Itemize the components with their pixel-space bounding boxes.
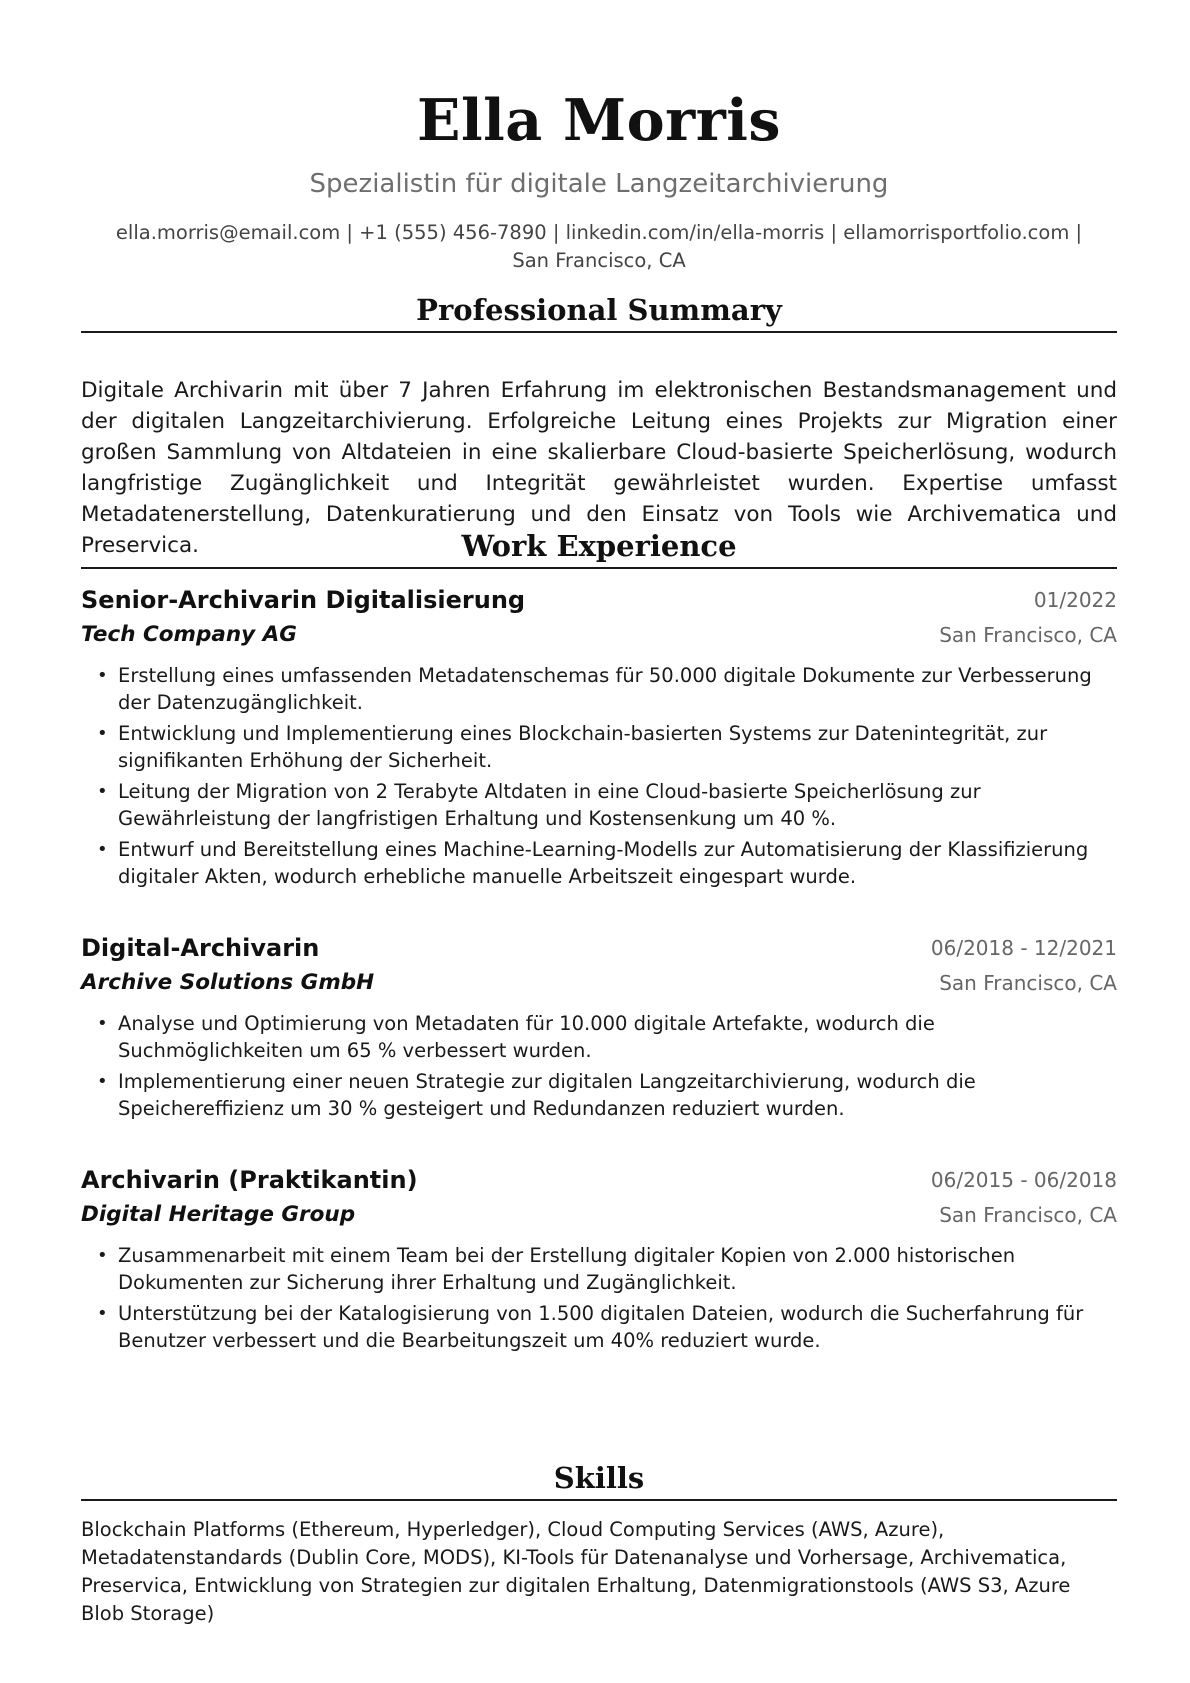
- job-date: 06/2015 - 06/2018: [930, 1168, 1117, 1192]
- job-title: Senior-Archivarin Digitalisierung: [81, 586, 526, 614]
- job-location: San Francisco, CA: [939, 971, 1117, 995]
- job-date: 06/2018 - 12/2021: [930, 936, 1117, 960]
- summary-divider: [81, 331, 1117, 333]
- job-bullet: • Unterstützung bei der Katalogisierung von 1.500 digitalen Dateien, wodurch die Sucherfahrung für Benutzer verbessert und die Bearbeitungszeit um 40% reduziert wurde.: [81, 1300, 1117, 1354]
- job-bullets: [81, 662, 1117, 894]
- experience-divider: [81, 567, 1117, 569]
- contact-line: ella.morris@email.com | +1 (555) 456-7890 | linkedin.com/in/ella-morris | ellamorrisportfolio.com | San Francisco, CA: [115, 221, 1083, 272]
- skills-heading: Skills: [553, 1461, 645, 1495]
- job-bullet: • Zusammenarbeit mit einem Team bei der Erstellung digitaler Kopien von 2.000 historischen Dokumenten zur Sicherung ihrer Erhaltung und Zugänglichkeit.: [81, 1242, 1117, 1296]
- skills-text: Blockchain Platforms (Ethereum, Hyperledger), Cloud Computing Services (AWS, Azure), Metadatenstandards (Dublin Core, MODS), KI-Tools für Datenanalyse und Vorhersage, Archivematica, Preservica, Entwicklung von Strategien zur digitalen Erhaltung, Datenmigrationstools (AWS S3, Azure Blob Storage): [81, 1518, 1071, 1625]
- job-bullet: • Implementierung einer neuen Strategie zur digitalen Langzeitarchivierung, wodurch die Speichereffizienz um 30 % gesteigert und Redundanzen reduziert wurden.: [81, 1068, 1117, 1122]
- experience-heading: Work Experience: [461, 529, 737, 563]
- job-bullet: • Entwicklung und Implementierung eines Blockchain-basierten Systems zur Datenintegrität, zur signifikanten Erhöhung der Sicherheit.: [81, 720, 1117, 774]
- candidate-subtitle: Spezialistin für digitale Langzeitarchivierung: [309, 169, 889, 199]
- job-title: Digital-Archivarin: [81, 934, 320, 962]
- job-bullets: [81, 1010, 1117, 1126]
- job-company: Digital Heritage Group: [81, 1202, 356, 1227]
- job-title: Archivarin (Praktikantin): [81, 1166, 418, 1194]
- summary-text: Digitale Archivarin mit über 7 Jahren Erfahrung im elektronischen Bestandsmanagement und der digitalen Langzeitarchivierung. Erfolgreiche Leitung eines Projekts zur Migration einer großen Sammlung von Altdateien in eine skalierbare Cloud-basierte Speicherlösung, wodurch langfristige Zugänglichkeit und Integrität gewährleistet wurden. Expertise umfasst Metadatenerstellung, Datenkuratierung und den Einsatz von Tools wie Archivematica und Preservica.: [81, 378, 1117, 558]
- job-location: San Francisco, CA: [939, 623, 1117, 647]
- job-location: San Francisco, CA: [939, 1203, 1117, 1227]
- job-date: 01/2022: [1033, 588, 1117, 612]
- job-company: Archive Solutions GmbH: [81, 970, 375, 995]
- job-bullet: • Erstellung eines umfassenden Metadatenschemas für 50.000 digitale Dokumente zur Verbesserung der Datenzugänglichkeit.: [81, 662, 1117, 716]
- summary-heading: Professional Summary: [416, 293, 782, 327]
- candidate-name: Ella Morris: [417, 87, 781, 154]
- job-bullet: • Analyse und Optimierung von Metadaten für 10.000 digitale Artefakte, wodurch die Suchmöglichkeiten um 65 % verbessert wurden.: [81, 1010, 1117, 1064]
- job-bullet: • Entwurf und Bereitstellung eines Machine-Learning-Modells zur Automatisierung der Klassifizierung digitaler Akten, wodurch erhebliche manuelle Arbeitszeit eingespart wurde.: [81, 836, 1117, 890]
- job-bullets: [81, 1242, 1117, 1358]
- job-bullet: • Leitung der Migration von 2 Terabyte Altdaten in eine Cloud-basierte Speicherlösung zur Gewährleistung der langfristigen Erhaltung und Kostensenkung um 40 %.: [81, 778, 1117, 832]
- job-company: Tech Company AG: [81, 622, 297, 647]
- skills-divider: [81, 1499, 1117, 1501]
